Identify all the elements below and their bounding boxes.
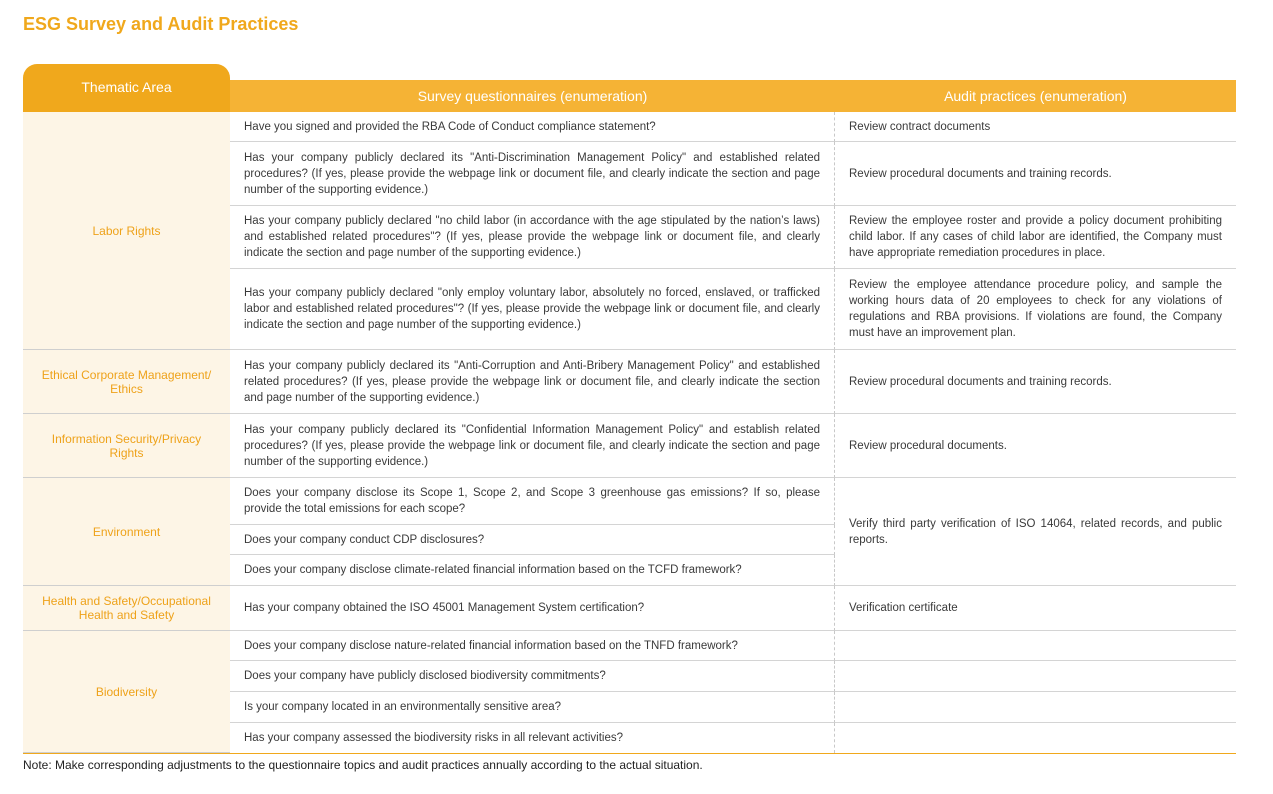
table-header [230, 80, 1236, 112]
area-health-safety: Health and Safety/Occupational Health and Safety [23, 586, 230, 631]
survey-question: Does your company disclose nature-related financial information based on the TNFD framework? [230, 631, 835, 661]
survey-question: Does your company disclose climate-related financial information based on the TCFD framework? [230, 555, 835, 586]
header-audit: Audit practices (enumeration) [944, 88, 1127, 104]
survey-question: Has your company publicly declared its "Anti-Corruption and Anti-Bribery Management Policy" and established related procedures? (If yes, please provide the webpage link or document file, and clearly indicate the section and page number of the supporting evidence.) [230, 350, 835, 414]
area-environment: Environment [23, 478, 230, 586]
header-survey: Survey questionnaires (enumeration) [417, 88, 648, 104]
page-title: ESG Survey and Audit Practices [23, 14, 299, 34]
survey-question: Is your company located in an environmentally sensitive area? [230, 692, 835, 723]
area-biodiversity: Biodiversity [23, 631, 230, 753]
survey-question: Has your company assessed the biodiversity risks in all relevant activities? [230, 723, 835, 753]
audit-practice-empty [835, 631, 1236, 661]
audit-practice: Review procedural documents and training records. [835, 350, 1236, 414]
survey-question: Has your company publicly declared its "Confidential Information Management Policy" and establish related procedures? (If yes, please provide the webpage link or document file, and clearly indicate the section and page number of the supporting evidence.) [230, 414, 835, 478]
audit-practice: Review the employee attendance procedure policy, and sample the working hours data of 20 employees to check for any violations of regulations and RBA provisions. If violations are found, the Company must have an improvement plan. [835, 269, 1236, 350]
audit-practice: Verify third party verification of ISO 14064, related records, and public reports. [835, 478, 1236, 586]
area-labor-rights: Labor Rights [23, 112, 230, 350]
audit-practice: Review the employee roster and provide a policy document prohibiting child labor. If any cases of child labor are identified, the Company must have appropriate remediation procedures in place. [835, 206, 1236, 269]
audit-practice: Review contract documents [835, 112, 1236, 142]
audit-practice: Review procedural documents and training records. [835, 142, 1236, 206]
audit-practice: Verification certificate [835, 586, 1236, 631]
footnote: Note: Make corresponding adjustments to the questionnaire topics and audit practices annually according to the actual situation. [23, 758, 703, 772]
audit-practice: Review procedural documents. [835, 414, 1236, 478]
survey-question: Have you signed and provided the RBA Code of Conduct compliance statement? [230, 112, 835, 142]
survey-question: Does your company have publicly disclosed biodiversity commitments? [230, 661, 835, 692]
audit-practice-empty [835, 723, 1236, 753]
survey-question: Has your company publicly declared its "Anti-Discrimination Management Policy" and established related procedures? (If yes, please provide the webpage link or document file, and clearly indicate the section and page number of the supporting evidence.) [230, 142, 835, 206]
survey-question: Has your company publicly declared "no child labor (in accordance with the age stipulated by the nation’s laws) and established related procedures"? (If yes, please provide the webpage link or document file, and clearly indicate the section and page number of the supporting evidence.) [230, 206, 835, 269]
survey-question: Has your company publicly declared "only employ voluntary labor, absolutely no forced, enslaved, or trafficked labor and established related procedures"? (If yes, please provide the webpage link or document file, and clearly indicate the section and page number of the supporting evidence.) [230, 269, 835, 350]
survey-question: Does your company conduct CDP disclosures? [230, 525, 835, 555]
audit-practice-empty [835, 692, 1236, 723]
audit-practice-empty [835, 661, 1236, 692]
area-information-security: Information Security/Privacy Rights [23, 414, 230, 478]
header-thematic-area: Thematic Area [23, 64, 230, 112]
esg-table [23, 112, 1236, 754]
area-ethics: Ethical Corporate Management/ Ethics [23, 350, 230, 414]
survey-question: Does your company disclose its Scope 1, Scope 2, and Scope 3 greenhouse gas emissions? If so, please provide the total emissions for each scope? [230, 478, 835, 525]
survey-question: Has your company obtained the ISO 45001 Management System certification? [230, 586, 835, 631]
